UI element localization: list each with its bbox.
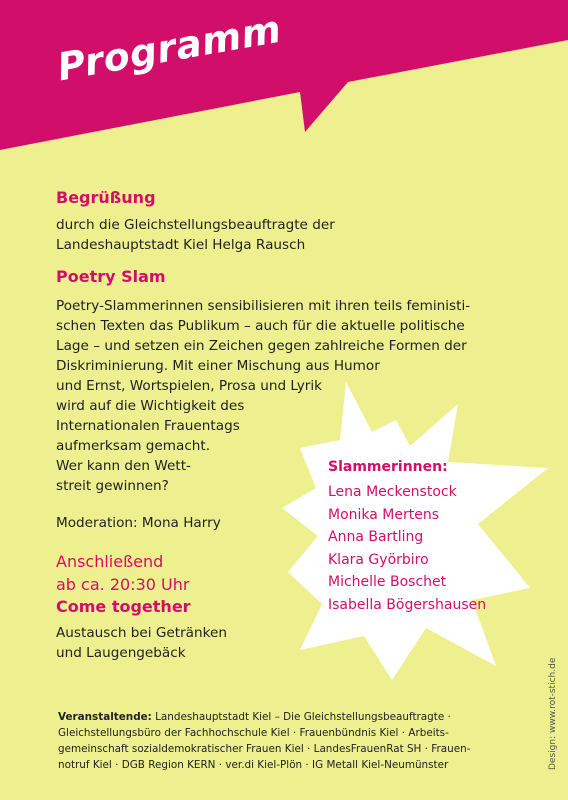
after-heading: Anschließend xyxy=(56,552,164,571)
moderation-text: Moderation: Mona Harry xyxy=(56,515,221,531)
poetry-line: streit gewinnen? xyxy=(56,478,169,494)
organizers-line: Landeshauptstadt Kiel – Die Gleichstellungsbeauftragte · xyxy=(151,711,451,723)
slammer-name: Anna Bartling xyxy=(328,529,424,545)
slammer-list xyxy=(328,481,486,616)
poetry-line: Wer kann den Wett- xyxy=(56,458,191,474)
poetry-line: Diskriminierung. Mit einer Mischung aus Humor xyxy=(56,358,380,374)
slammer-name: Lena Meckenstock xyxy=(328,484,457,500)
organizers-label: Veranstaltende: xyxy=(58,711,152,723)
after-time: ab ca. 20:30 Uhr xyxy=(56,575,190,594)
greeting-line-2: Landeshauptstadt Kiel Helga Rausch xyxy=(56,237,306,253)
after-desc-1: Austausch bei Getränken xyxy=(56,625,227,641)
slammer-name: Klara Györbiro xyxy=(328,551,429,568)
slammer-heading: Slammerinnen: xyxy=(328,459,448,475)
slammer-name: Michelle Boschet xyxy=(328,574,447,590)
organizers-line: notruf Kiel · DGB Region KERN · ver.di Kiel-Plön · IG Metall Kiel-Neumünster xyxy=(58,759,449,771)
slammer-name: Monika Mertens xyxy=(328,506,440,523)
poetry-heading: Poetry Slam xyxy=(56,267,166,286)
organizers-line: gemeinschaft sozialdemokratischer Frauen Kiel · LandesFrauenRat SH · Frauen- xyxy=(58,743,471,755)
organizers-line: Gleichstellungsbüro der Fachhochschule Kiel · Frauenbündnis Kiel · Arbeits- xyxy=(58,727,449,739)
greeting-line-1: durch die Gleichstellungsbeauftragte der xyxy=(56,217,335,233)
come-together-heading: Come together xyxy=(56,597,191,616)
greeting-heading: Begrüßung xyxy=(56,188,156,207)
poetry-line: Poetry-Slammerinnen sensibilisieren mit ihren teils feministi- xyxy=(56,298,471,314)
after-desc-2: und Laugengebäck xyxy=(56,645,186,661)
organizers-footer xyxy=(58,709,518,773)
poetry-line: schen Texten das Publikum – auch für die aktuelle politische xyxy=(56,318,465,334)
poetry-line: und Ernst, Wortspielen, Prosa und Lyrik xyxy=(56,378,323,394)
design-credit: Design: www.rot-stich.de xyxy=(548,657,558,770)
poetry-line: aufmerksam gemacht. xyxy=(56,438,211,454)
poetry-line: Lage – und setzen ein Zeichen gegen zahlreiche Formen der xyxy=(56,338,467,354)
poetry-line: Internationalen Frauentags xyxy=(56,418,240,434)
slammer-name: Isabella Bögershausen xyxy=(328,596,487,613)
poetry-line: wird auf die Wichtigkeit des xyxy=(56,398,245,414)
page-title: Programm xyxy=(54,6,285,90)
